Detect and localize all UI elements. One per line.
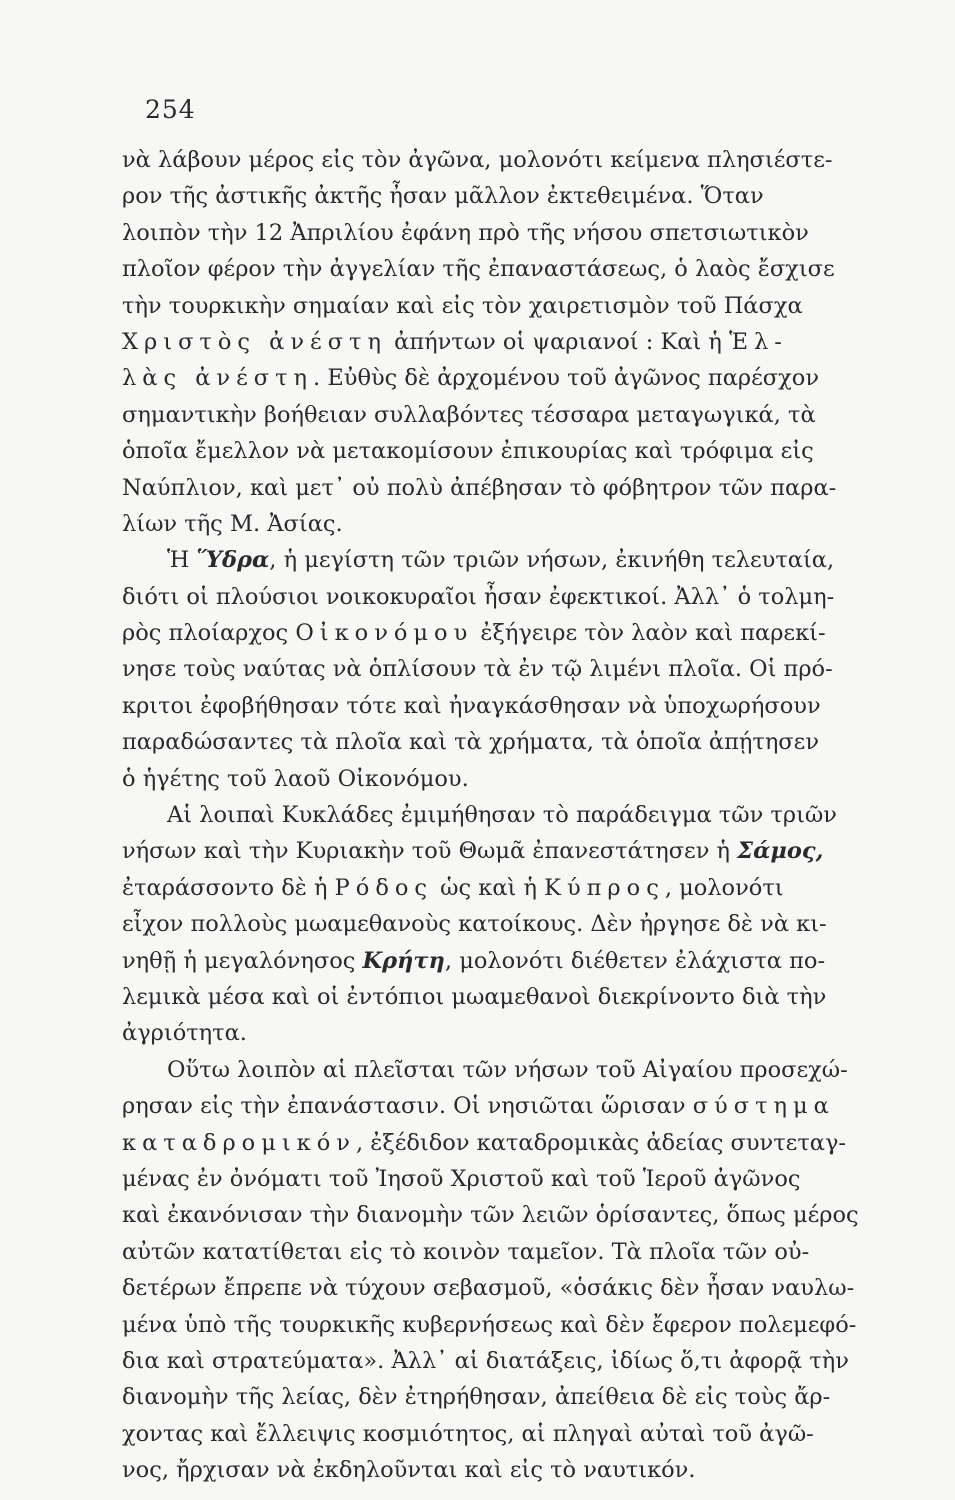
text-line: εἶχον πολλοὺς μωαμεθανοὺς κατοίκους. Δὲν ἠργησε δὲ νὰ κι- [122,911,827,938]
text-line: μένας ἐν ὀνόματι τοῦ Ἰησοῦ Χριστοῦ καὶ τοῦ Ἱεροῦ ἀγῶνος [122,1165,801,1192]
text-line: ὁποῖα ἔμελλον νὰ μετακομίσουν ἐπικουρίας καὶ τρόφιμα εἰς [122,438,814,465]
text-line: λίων τῆς Μ. Ἀσίας. [122,510,343,537]
emphasis-term: Σάμος, [737,838,824,865]
text-line: σημαντικὴν βοήθειαν συλλαβόντες τέσσαρα μεταγωγικά, τὰ [122,401,816,428]
text-line: νησε τοὺς ναύτας νὰ ὁπλίσουν τὰ ἐν τῷ λιμένι πλοῖα. Οἱ πρό- [122,656,833,683]
text-line: αὐτῶν κατατίθεται εἰς τὸ κοινὸν ταμεῖον. Τὰ πλοῖα τῶν οὐ- [122,1238,810,1265]
text-line: ρησαν εἰς τὴν ἐπανάστασιν. Οἱ νησιῶται ὥρισαν σύστημα [122,1093,835,1120]
text-line: Χριστὸς ἀνέστη ἀπήντων οἱ ψαριανοί : Καὶ ἡ Ἑλ- [122,328,788,355]
text-line: καταδρομικόν, ἐξέδιδον καταδρομικὰς ἀδείας συντεταγ- [122,1129,847,1156]
text-line: Ναύπλιον, καὶ μετ᾽ οὐ πολὺ ἀπέβησαν τὸ φόβητρον τῶν παρα- [122,474,837,501]
text-line: ρὸς πλοίαρχος Οἰκονόμου ἐξήγειρε τὸν λαὸν καὶ παρεκί- [122,620,826,647]
text-line: παραδώσαντες τὰ πλοῖα καὶ τὰ χρήματα, τὰ ὁποῖα ἀπῄτησεν [122,729,819,756]
text-line: λεμικὰ μέσα καὶ οἱ ἐντόπιοι μωαμεθανοὶ διεκρίνοντο διὰ τὴν [122,983,827,1010]
page-number: 254 [145,95,196,124]
spaced-phrase: σύστημα [692,1093,835,1120]
text-line: Ἡ Ὕδρα, ἡ μεγίστη τῶν τριῶν νήσων, ἐκινήθη τελευταία, [167,547,835,574]
text-line: λοιπὸν τὴν 12 Ἀπριλίου ἐφάνη πρὸ τῆς νήσου σπετσιωτικὸν [122,219,809,246]
text-line: κριτοι ἐφοβήθησαν τότε καὶ ἠναγκάσθησαν νὰ ὑποχωρήσουν [122,692,821,719]
spaced-phrase: Χριστὸς ἀνέστη [122,328,387,355]
text-line: δια καὶ στρατεύματα». Ἀλλ᾽ αἱ διατάξεις, ἰδίως ὅ,τι ἀφορᾷ τὴν [122,1347,849,1374]
text-line: πλοῖον φέρον τὴν ἀγγελίαν τῆς ἐπαναστάσεως, ὁ λαὸς ἔσχισε [122,256,835,283]
spaced-phrase: Κύπρος [544,874,665,901]
text-line: νήσων καὶ τὴν Κυριακὴν τοῦ Θωμᾶ ἐπανεστάτησεν ἡ Σάμος, [122,838,824,865]
emphasis-term: Κρήτη [362,947,445,974]
text-line: νὰ λάβουν μέρος εἰς τὸν ἀγῶνα, μολονότι κείμενα πλησιέστε- [122,147,833,173]
text-line: τὴν τουρκικὴν σημαίαν καὶ εἰς τὸν χαιρετισμὸν τοῦ Πάσχα [122,292,803,319]
text-line: Αἱ λοιπαὶ Κυκλάδες ἐμιμήθησαν τὸ παράδειγμα τῶν τριῶν [167,802,837,829]
text-line: χοντας καὶ ἔλλειψις κοσμιότητος, αἱ πληγαὶ αὐταὶ τοῦ ἀγῶ- [122,1420,814,1447]
text-line: ἀγριότητα. [122,1020,247,1047]
spaced-phrase: Ρόδος [334,874,434,901]
text-line: νος, ἤρχισαν νὰ ἐκδηλοῦνται καὶ εἰς τὸ ναυτικόν. [122,1457,696,1484]
text-line: διότι οἱ πλούσιοι νοικοκυραῖοι ἦσαν ἐφεκτικοί. Ἀλλ᾽ ὁ τολμη- [122,583,835,610]
spaced-phrase: λὰς ἀνέστη [122,365,314,392]
text-line: ρον τῆς ἀστικῆς ἀκτῆς ἦσαν μᾶλλον ἐκτεθειμένα. Ὅταν [122,183,764,210]
text-line: δετέρων ἔπρεπε νὰ τύχουν σεβασμοῦ, «ὁσάκις δὲν ἦσαν ναυλω- [122,1275,855,1302]
body-text [122,142,872,1488]
text-line: μένα ὑπὸ τῆς τουρκικῆς κυβερνήσεως καὶ δὲν ἔφερον πολεμεφό- [122,1311,857,1338]
spaced-phrase: Ἑλ- [729,328,788,355]
emphasis-term: Ὕδρα [196,547,270,574]
text-line: ἐταράσσοντο δὲ ἡ Ρόδος ὡς καὶ ἡ Κύπρος, μολονότι [122,874,784,901]
text-line: Οὕτω λοιπὸν αἱ πλεῖσται τῶν νήσων τοῦ Αἰγαίου προσεχώ- [167,1056,848,1083]
text-line: καὶ ἐκανόνισαν τὴν διανομὴν τῶν λειῶν ὁρίσαντες, ὅπως μέρος [122,1202,859,1229]
spaced-phrase: Οἰκονόμου [295,620,474,647]
text-line: λὰς ἀνέστη. Εὐθὺς δὲ ἀρχομένου τοῦ ἀγῶνος παρέσχον [122,365,819,392]
text-line: νηθῇ ἡ μεγαλόνησος Κρήτη, μολονότι διέθετεν ἐλάχιστα πο- [122,947,826,974]
text-line: ὁ ἡγέτης τοῦ λαοῦ Οἰκονόμου. [122,765,469,792]
spaced-phrase: καταδρομικόν [122,1129,356,1156]
text-line: διανομὴν τῆς λείας, δὲν ἐτηρήθησαν, ἀπείθεια δὲ εἰς τοὺς ἄρ- [122,1384,831,1411]
